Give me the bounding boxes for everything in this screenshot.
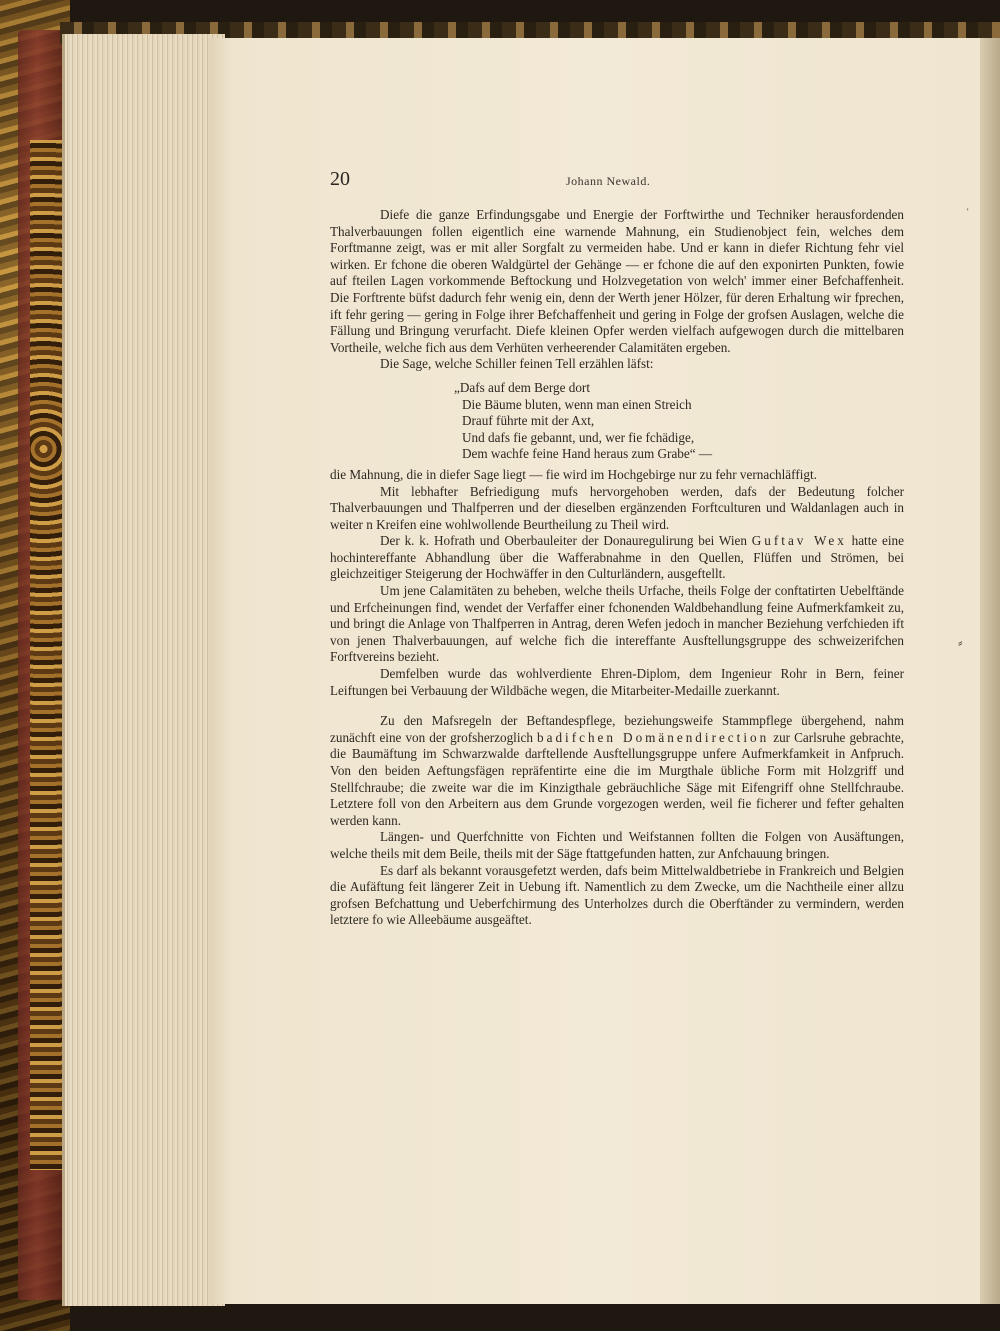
paragraph: Demfelben wurde das wohlverdiente Ehren-Diplom, dem Ingenieur Rohr in Bern, feiner Leiftungen bei Verbauung der Wildbäche wegen, die Mitarbeiter-Medaille zuerkannt. — [330, 666, 904, 698]
marbled-endpaper — [30, 140, 64, 1170]
paragraph — [330, 713, 904, 829]
page-edges — [62, 34, 225, 1306]
margin-mark: ⸗ — [958, 636, 963, 651]
verse-quote — [330, 380, 904, 463]
paragraph: Längen- und Querfchnitte von Fichten und Weifstannen follten die Folgen von Ausäftungen, welche theils mit dem Beile, theils mit der Säge ftattgefunden hatten, zur Anfchauung bringen. — [330, 829, 904, 861]
text-run: Zu den Mafsregeln der Beftandespflege, beziehungsweife Stammpflege übergehend, nahm zunächft eine von der grofsherzoglich — [330, 713, 904, 745]
page-number: 20 — [330, 168, 350, 190]
paragraph: Die Sage, welche Schiller feinen Tell erzählen läfst: — [380, 356, 654, 372]
text-run: Der k. k. Hofrath und Oberbauleiter der Donauregulirung bei Wien — [380, 533, 752, 549]
text-run: zur Carlsruhe gebrachte, die Baumäftung im Schwarzwalde darftellende Ausftellungsgruppe unfere Aufmerkfamkeit in Anfpruch. Von den beiden Aeftungsfägen repräfentirte eine die im Murgthale übliche Form mit Holzgriff und Stellfchraube; die zweite war die im Kinzigthale gebräuchliche Säge mit Eifengriff ohne Stellfchraube. Letztere foll von den Arbeitern aus dem Grunde vorgezogen werden, weil fie ficherer und fefter gehalten werden kann. — [330, 729, 904, 828]
person-name: Guftav Wex — [751, 533, 847, 549]
running-head: Johann Newald. — [566, 174, 651, 188]
paragraph: Diefe die ganze Erfindungsgabe und Energie der Forftwirthe und Techniker herausfordenden Thalverbauungen follen eigentlich eine warnende Mahnung, ein Studienobject fein, welches dem Forftmanne zeigt, was er mit aller Sorgfalt zu vermeiden habe. Und er kann in diefer Richtung fehr viel wirken. Er fchone die oberen Waldgürtel der Gehänge — er fchone die auf den exponirten Punkten, fowie auf fteilen Lagen vorkommende Beftockung und Holzvegetation von welch' immer einer Befchaffenheit. Die Forftrente büfst dadurch fehr wenig ein, denn der Werth jener Hölzer, für deren Erhaltung wir fprechen, ift fehr gering — gering in Folge ihrer Befchaffenheit und gering in Folge der grofsen Auslagen, welche die Fällung und Bringung verurfacht. Diefe kleinen Opfer werden vielfach aufgewogen durch die mittelbaren Vortheile, welche fich aus dem Verhüten verheerender Calamitäten ergeben. — [330, 207, 904, 355]
institution-name: badifchen Domänendirection — [537, 729, 770, 745]
verse-line: Drauf führte mit der Axt, — [462, 413, 595, 429]
paragraph: die Mahnung, die in diefer Sage liegt — fie wird im Hochgebirge nur zu fehr vernachläffigt. — [330, 466, 817, 482]
paragraph: Um jene Calamitäten zu beheben, welche theils Urfache, theils Folge der conftatirten Uebelftände und Erfcheinungen find, wendet der Verfaffer einer fchonenden Waldbehandlung feine Aufmerkfamkeit zu, und bringt die Anlage von Thalfperren in Antrag, deren Wefen jedoch in mancher Beziehung verfchieden ift von jenen Thalverbauungen, auf welche fich die intereffante Ausftellungsgruppe des schweizerifchen Forftvereins bezieht. — [330, 583, 904, 665]
paragraph — [330, 533, 904, 583]
margin-mark: ᾽ — [966, 208, 970, 219]
paragraph: Mit lebhafter Befriedigung mufs hervorgehoben werden, dafs der Bedeutung folcher Thalverbauungen und Thalfperren und der dieselben ergänzenden Forftculturen und Waldanlagen auch in weiter n Kreifen eine wohlwollende Beurtheilung zu Theil wird. — [330, 483, 904, 532]
verse-line: Die Bäume bluten, wenn man einen Streich — [462, 396, 692, 412]
text-run: hatte eine hochintereffante Abhandlung über die Wafferabnahme in den Quellen, Flüffen und Strömen, bei gleichzeitiger Steigerung der Hochwäffer in den Culturländern, ausgeftellt. — [330, 533, 905, 582]
page-gutter — [980, 38, 1000, 1304]
verse-line: „Dafs auf dem Berge dort — [454, 379, 590, 395]
verse-line: Und dafs fie gebannt, und, wer fie fchädige, — [462, 429, 695, 445]
body-text — [330, 207, 904, 929]
page-header — [330, 168, 902, 192]
verse-line: Dem wachfe feine Hand heraus zum Grabe“ — — [462, 446, 713, 462]
paragraph: Es darf als bekannt vorausgefetzt werden, dafs beim Mittelwaldbetriebe in Frankreich und Belgien die Aufäftung feit längerer Zeit in Uebung ift. Namentlich zu dem Zwecke, um die Nachtheile einer allzu grofsen Befchattung und Ueberfchirmung des Unterholzes durch die Oberftänder zu vermindern, werden letztere fo wie Alleebäume ausgeäftet. — [330, 862, 904, 928]
